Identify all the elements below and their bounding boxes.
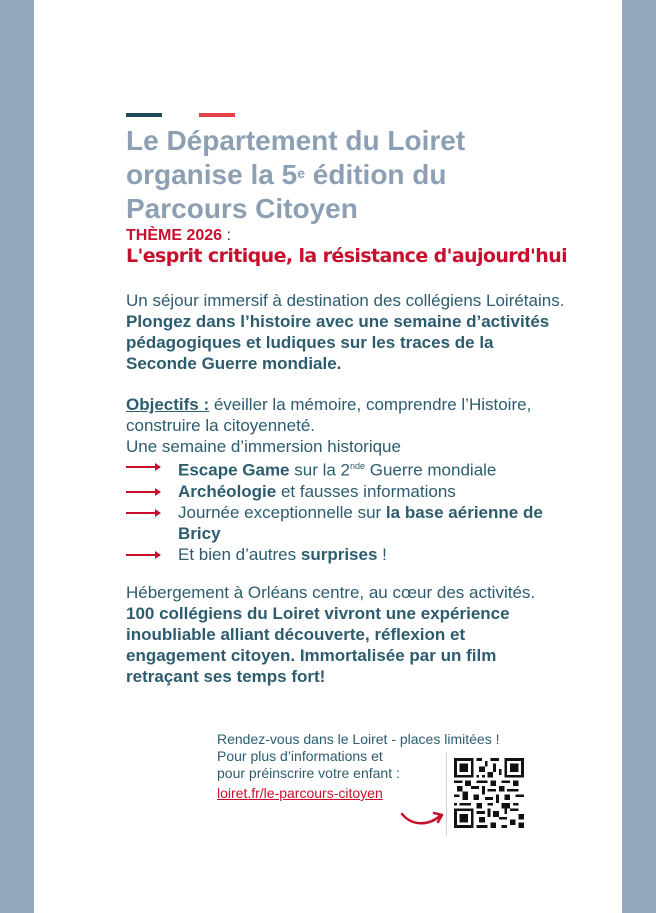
activity-pre: Et bien d’autres xyxy=(178,544,301,564)
divider xyxy=(446,752,447,836)
objectives-text: éveiller la mémoire, comprendre l’Histoire, construire la citoyenneté. xyxy=(126,395,532,435)
activity-bold: surprises xyxy=(300,544,378,564)
theme-colon: : xyxy=(222,227,231,244)
curved-arrow-icon xyxy=(400,806,446,828)
cta-line-1: Rendez-vous dans le Loiret - places limitées ! xyxy=(217,731,500,747)
activity-sup: nde xyxy=(350,461,366,471)
activity-post: Guerre mondiale xyxy=(365,460,497,480)
intro-plain: Un séjour immersif à destination des collégiens Loirétains. xyxy=(126,291,565,310)
list-item xyxy=(126,481,576,502)
list-item xyxy=(126,502,576,544)
intro-paragraph xyxy=(126,290,566,374)
activity-post: ! xyxy=(377,544,387,564)
decorative-bar-red xyxy=(199,113,235,117)
title-line-1: Le Département du Loiret xyxy=(126,125,466,156)
arrow-right-icon xyxy=(126,554,160,556)
title-line-2-pre: organise la 5 xyxy=(126,159,298,190)
activity-bold: Escape Game xyxy=(178,460,290,480)
qr-code-icon[interactable] xyxy=(454,758,524,828)
title-line-2-post: édition du xyxy=(304,159,447,190)
theme-label: THÈME 2026 xyxy=(126,227,223,244)
title-line-3: Parcours Citoyen xyxy=(126,193,358,224)
objectives-week: Une semaine d’immersion historique xyxy=(126,437,401,456)
decorative-bar-dark xyxy=(126,113,162,117)
lodging-plain: Hébergement à Orléans centre, au cœur des activités. xyxy=(126,583,536,602)
arrow-right-icon xyxy=(126,512,160,514)
theme-label-line xyxy=(126,227,231,245)
cta-line-3: pour préinscrire votre enfant : xyxy=(217,765,400,781)
title-line-2-sup: e xyxy=(297,165,305,181)
intro-bold: Plongez dans l’histoire avec une semaine d’activités pédagogiques et ludiques sur les traces de la Seconde Guerre mondiale. xyxy=(126,312,550,373)
arrow-right-icon xyxy=(126,491,160,493)
activity-post: et fausses informations xyxy=(276,481,456,501)
cta-line-2: Pour plus d’informations et xyxy=(217,748,383,764)
activity-bold: la base aérienne de Bricy xyxy=(178,502,543,543)
objectives-label: Objectifs : xyxy=(126,395,210,414)
lodging-paragraph xyxy=(126,582,566,687)
page-title xyxy=(126,124,566,226)
flyer-page xyxy=(34,0,622,913)
activities-list xyxy=(126,456,576,565)
arrow-right-icon xyxy=(126,466,160,468)
registration-link[interactable]: loiret.fr/le-parcours-citoyen xyxy=(217,785,383,801)
theme-subtitle: L'esprit critique, la résistance d'aujourd'hui xyxy=(126,245,568,267)
objectives-paragraph xyxy=(126,394,566,457)
list-item xyxy=(126,544,576,565)
activity-pre: sur la 2 xyxy=(289,460,350,480)
activity-bold: Archéologie xyxy=(178,481,277,501)
lodging-bold: 100 collégiens du Loiret vivront une expérience inoubliable alliant découverte, réflexion et engagement citoyen. Immortalisée par un film retraçant ses temps fort! xyxy=(126,604,510,686)
activity-pre: Journée exceptionnelle sur xyxy=(178,502,386,522)
list-item xyxy=(126,456,576,481)
